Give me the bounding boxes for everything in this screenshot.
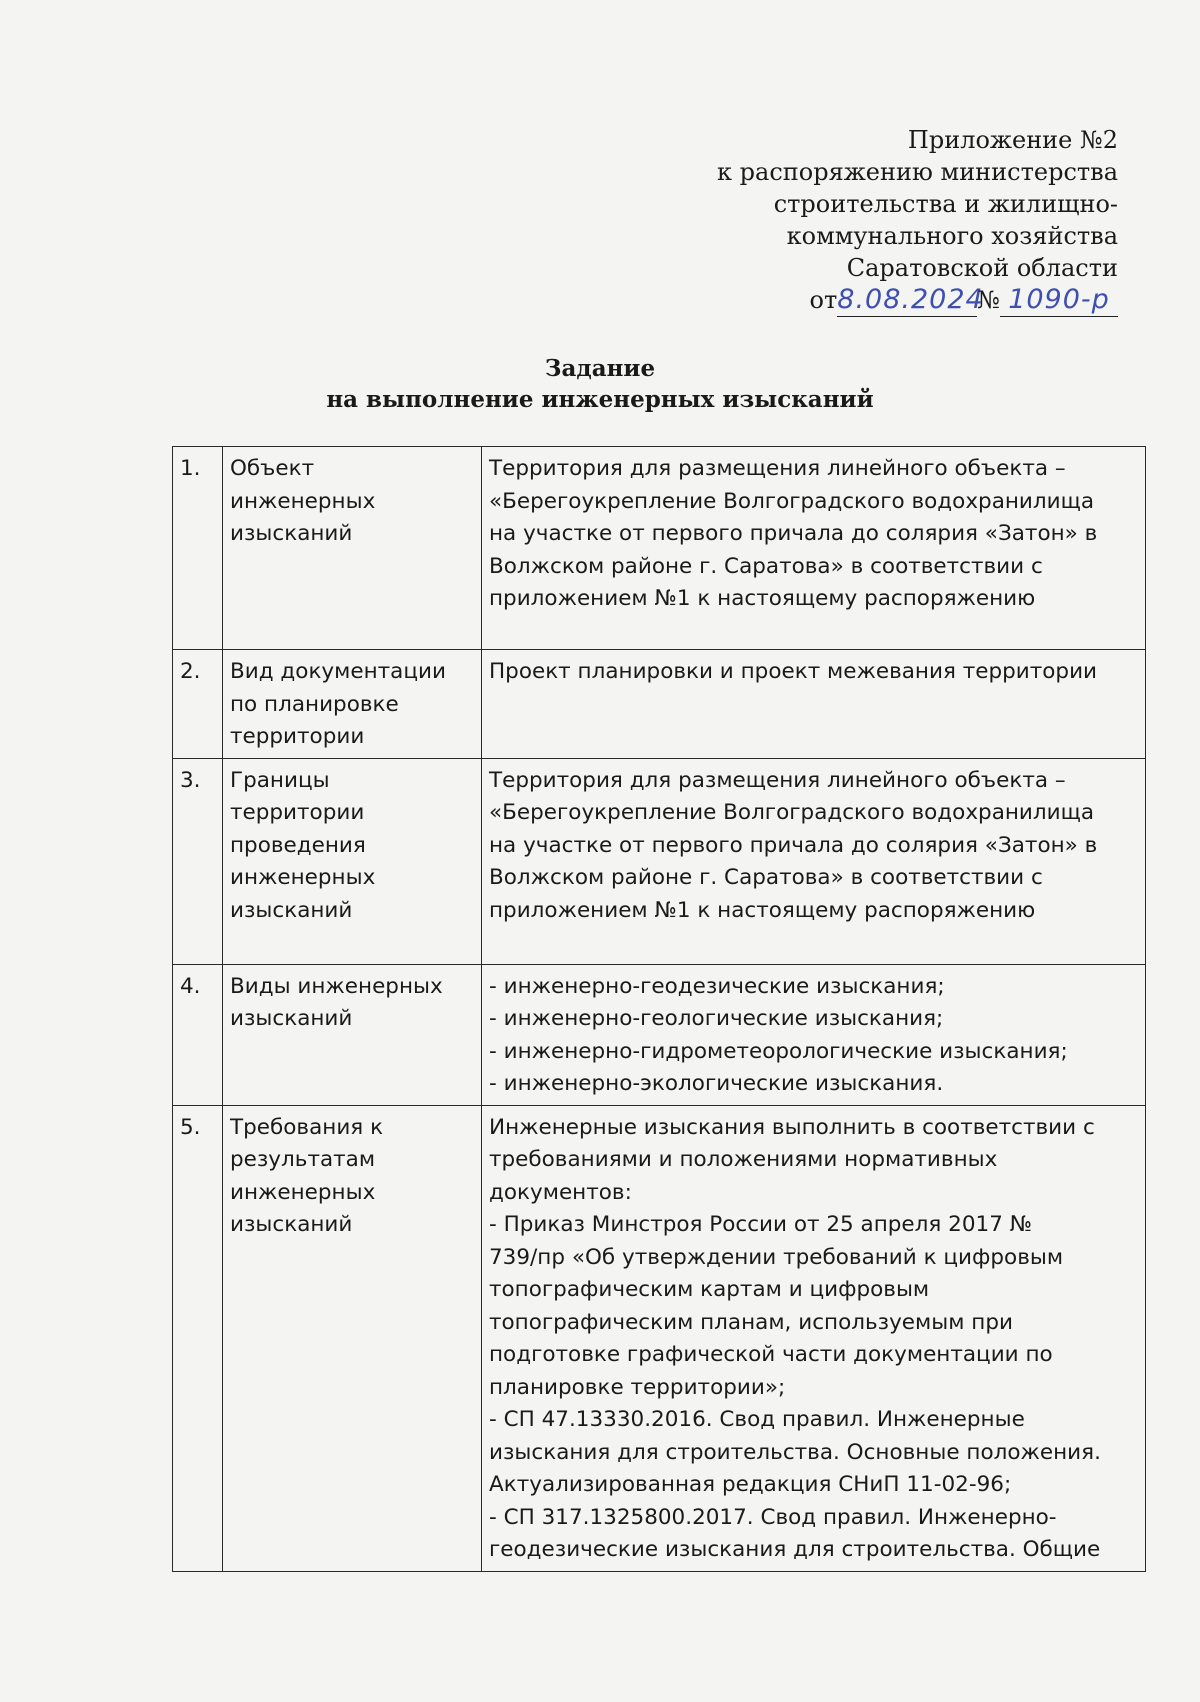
content-line: - инженерно-гидрометеорологические изыскания; — [489, 1038, 1068, 1064]
table-row — [173, 758, 1146, 964]
label-line: инженерных — [230, 1179, 376, 1205]
row-number: 1. — [173, 447, 223, 650]
label-line: изысканий — [230, 897, 353, 923]
label-line: Вид документации — [230, 659, 446, 684]
row-content — [482, 447, 1146, 650]
label-line: Границы — [230, 767, 330, 793]
content-line: планировке территории»; — [489, 1374, 786, 1400]
row-content — [482, 758, 1146, 964]
content-line: подготовке графической части документации по — [489, 1342, 1053, 1367]
content-line: топографическим планам, используемым при — [489, 1309, 1013, 1335]
document-title — [0, 353, 1200, 415]
content-line: - инженерно-геологические изыскания; — [489, 1006, 944, 1031]
content-line: - инженерно-геодезические изыскания; — [489, 973, 945, 999]
annex-header — [598, 124, 1118, 317]
content-line: Волжском районе г. Саратова» в соответствии с — [489, 865, 1043, 890]
table-row — [173, 964, 1146, 1105]
annex-line: коммунального хозяйства — [786, 222, 1118, 250]
date-blank — [837, 284, 984, 317]
label-line: территории — [230, 800, 365, 825]
annex-line: к распоряжению министерства — [717, 158, 1118, 186]
content-line: требованиями и положениями нормативных — [489, 1147, 998, 1172]
content-line: Территория для размещения линейного объекта – — [489, 456, 1066, 481]
row-label — [223, 650, 482, 759]
row-number: 3. — [173, 758, 223, 964]
row-number: 2. — [173, 650, 223, 759]
content-line: топографическим картам и цифровым — [489, 1277, 930, 1302]
label-line: изысканий — [230, 1006, 353, 1031]
label-line: территории — [230, 724, 365, 749]
title-line-2: на выполнение инженерных изысканий — [326, 386, 874, 413]
annex-title: Приложение №2 — [907, 126, 1118, 154]
label-line: изысканий — [230, 1212, 353, 1237]
content-line: Проект планировки и проект межевания территории — [489, 659, 1098, 684]
table-row — [173, 1105, 1146, 1571]
label-line: изысканий — [230, 521, 353, 546]
table-row — [173, 447, 1146, 650]
content-line: приложением №1 к настоящему распоряжению — [489, 586, 1036, 611]
label-line: по планировке — [230, 691, 399, 717]
content-line: - инженерно-экологические изыскания. — [489, 1071, 944, 1096]
row-number: 5. — [173, 1105, 223, 1571]
number-blank — [1000, 284, 1118, 317]
content-line: «Берегоукрепление Волгоградского водохранилища — [489, 800, 1095, 825]
content-line: Территория для размещения линейного объекта – — [489, 767, 1066, 793]
content-line: 739/пр «Об утверждении требований к цифровым — [489, 1244, 1064, 1270]
handwritten-date: 8.08.2024 — [837, 284, 984, 315]
content-line: приложением №1 к настоящему распоряжению — [489, 897, 1036, 923]
label-line: инженерных — [230, 865, 376, 890]
content-line: - СП 47.13330.2016. Свод правил. Инженерные — [489, 1407, 1025, 1432]
row-label — [223, 758, 482, 964]
title-line-1: Задание — [544, 355, 656, 382]
row-content — [482, 964, 1146, 1105]
content-line: геодезические изыскания для строительства. Общие — [489, 1537, 1101, 1562]
content-line: на участке от первого причала до солярия «Затон» в — [489, 832, 1098, 858]
content-line: - СП 317.1325800.2017. Свод правил. Инженерно- — [489, 1504, 1057, 1530]
content-line: Актуализированная редакция СНиП 11-02-96; — [489, 1472, 1012, 1497]
row-label — [223, 1105, 482, 1571]
label-line: Требования к — [230, 1114, 384, 1140]
content-line: изыскания для строительства. Основные положения. — [489, 1439, 1101, 1465]
content-line: Инженерные изыскания выполнить в соответствии с — [489, 1114, 1095, 1140]
row-label — [223, 447, 482, 650]
date-prefix: от — [809, 286, 838, 314]
label-line: результатам — [230, 1147, 376, 1172]
row-content — [482, 1105, 1146, 1571]
label-line: Виды инженерных — [230, 973, 443, 999]
content-line: «Берегоукрепление Волгоградского водохранилища — [489, 488, 1095, 514]
label-line: проведения — [230, 832, 366, 858]
table-row — [173, 650, 1146, 759]
handwritten-number: 1090-р — [1008, 284, 1110, 315]
requirements-table — [172, 446, 1146, 1572]
content-line: Волжском районе г. Саратова» в соответствии с — [489, 553, 1043, 579]
content-line: - Приказ Минстроя России от 25 апреля 2017 № — [489, 1212, 1033, 1237]
annex-line: строительства и жилищно- — [773, 190, 1118, 218]
row-number: 4. — [173, 964, 223, 1105]
number-prefix: № — [977, 286, 1000, 314]
label-line: инженерных — [230, 488, 376, 514]
row-content — [482, 650, 1146, 759]
label-line: Объект — [230, 456, 315, 481]
date-number-line — [598, 284, 1118, 317]
content-line: на участке от первого причала до солярия «Затон» в — [489, 521, 1098, 546]
row-label — [223, 964, 482, 1105]
content-line: документов: — [489, 1179, 632, 1205]
annex-line: Саратовской области — [846, 254, 1118, 282]
